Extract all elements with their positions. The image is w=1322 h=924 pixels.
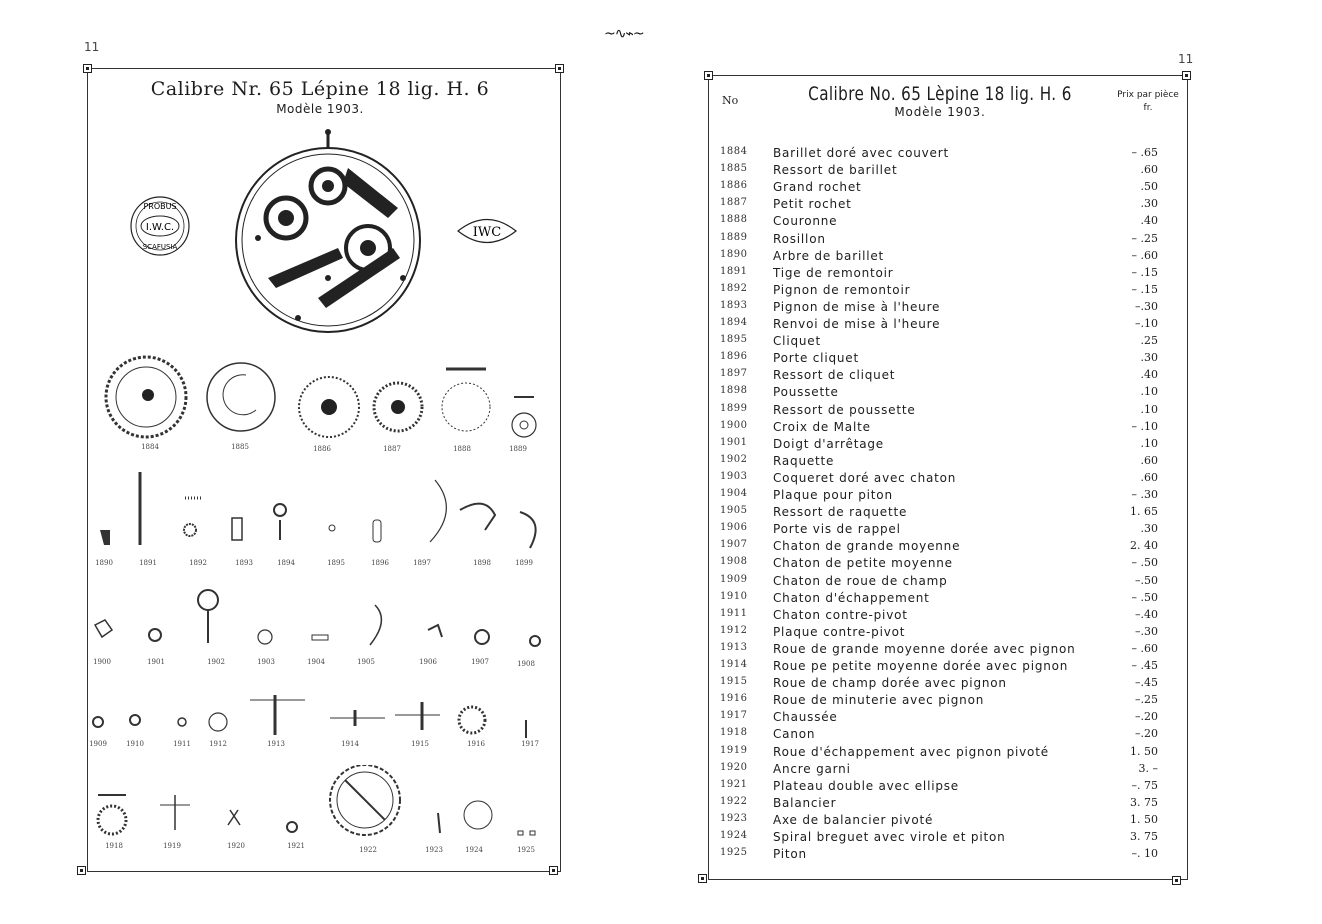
parts-row-4-illustrations xyxy=(90,690,550,745)
price-column-header xyxy=(1108,89,1188,115)
parts-table-row xyxy=(718,830,1168,847)
part-description: Grand rochet xyxy=(773,180,862,195)
part-price: – .50 xyxy=(1131,556,1158,570)
frame-corner xyxy=(1182,71,1191,80)
parts-table-row xyxy=(718,266,1168,283)
part-price: – .60 xyxy=(1131,248,1158,262)
part-label: 1918 xyxy=(105,842,123,850)
parts-table-row xyxy=(718,488,1168,505)
part-price: 3. 75 xyxy=(1130,830,1158,843)
part-price: .30 xyxy=(1140,522,1158,536)
probus-logo-top: PROBUS xyxy=(143,202,177,211)
part-price: 3. 75 xyxy=(1130,795,1158,809)
part-label: 1925 xyxy=(517,846,535,854)
iwc-logo-text: IWC xyxy=(472,225,502,240)
part-description: Renvoi de mise à l'heure xyxy=(773,317,941,331)
part-label: 1914 xyxy=(341,740,359,748)
part-price: –.20 xyxy=(1135,727,1158,741)
part-label: 1912 xyxy=(209,740,227,748)
part-price: .10 xyxy=(1140,385,1158,399)
part-number: 1905 xyxy=(720,505,748,517)
part-description: Coqueret doré avec chaton xyxy=(773,470,957,485)
parts-table-row xyxy=(718,249,1168,266)
part-description: Cliquet xyxy=(773,334,821,349)
part-price: .30 xyxy=(1140,351,1158,365)
part-number: 1917 xyxy=(720,710,748,722)
parts-table-row xyxy=(718,796,1168,813)
parts-table-row xyxy=(718,351,1168,368)
part-label: 1890 xyxy=(95,559,113,567)
price-header-line2: fr. xyxy=(1143,103,1153,113)
parts-table-row xyxy=(718,283,1168,300)
part-label: 1916 xyxy=(467,740,485,748)
part-number: 1892 xyxy=(720,282,748,294)
part-price: .50 xyxy=(1140,180,1158,194)
parts-table-row xyxy=(718,762,1168,779)
frame-corner xyxy=(549,866,558,875)
part-price: 2. 40 xyxy=(1130,539,1158,553)
frame-corner xyxy=(704,71,713,80)
part-description: Roue d'échappement avec pignon pivoté xyxy=(773,744,1049,759)
parts-table-row xyxy=(718,146,1168,163)
part-number: 1888 xyxy=(720,214,748,226)
parts-table-row xyxy=(718,591,1168,608)
part-label: 1908 xyxy=(517,660,535,668)
part-number: 1890 xyxy=(720,248,748,260)
part-price: – .60 xyxy=(1131,641,1158,655)
parts-table-row xyxy=(718,727,1168,744)
part-price: .60 xyxy=(1140,470,1158,484)
parts-table-row xyxy=(718,625,1168,642)
part-price: –.30 xyxy=(1135,624,1158,638)
part-label: 1919 xyxy=(163,842,181,850)
part-label: 1922 xyxy=(359,846,377,854)
part-label: 1923 xyxy=(425,846,443,854)
frame-corner xyxy=(83,64,92,73)
part-price: .10 xyxy=(1140,402,1158,416)
part-description: Roue pe petite moyenne dorée avec pignon xyxy=(773,659,1069,673)
part-number: 1919 xyxy=(720,744,748,756)
right-page-number: 11 xyxy=(1178,52,1194,66)
part-label: 1901 xyxy=(147,658,165,666)
part-description: Ressort de raquette xyxy=(773,505,908,520)
part-label: 1904 xyxy=(307,658,325,666)
part-number: 1920 xyxy=(720,761,748,773)
part-price: – .65 xyxy=(1131,146,1158,159)
part-number: 1913 xyxy=(720,641,748,653)
parts-table-row xyxy=(718,300,1168,317)
part-price: .30 xyxy=(1140,197,1158,211)
part-number: 1896 xyxy=(720,351,748,363)
parts-table-row xyxy=(718,454,1168,471)
part-number: 1889 xyxy=(720,231,748,243)
part-label: 1894 xyxy=(277,559,295,567)
part-description: Croix de Malte xyxy=(773,419,871,434)
parts-table-row xyxy=(718,779,1168,796)
probus-logo-bottom: SCAFUSIA xyxy=(142,243,178,251)
part-number: 1908 xyxy=(720,556,748,568)
part-description: Chaton de grande moyenne xyxy=(773,539,961,554)
part-description: Balancier xyxy=(773,795,837,810)
part-label: 1887 xyxy=(383,445,401,453)
left-page-subtitle: Modèle 1903. xyxy=(276,102,364,116)
parts-table-row xyxy=(718,232,1168,249)
parts-table-row xyxy=(718,659,1168,676)
part-description: Chaussée xyxy=(773,710,838,725)
part-number: 1914 xyxy=(720,659,748,670)
left-page-number: 11 xyxy=(84,40,100,54)
iwc-oval-logo xyxy=(456,214,518,248)
part-description: Axe de balancier pivoté xyxy=(773,812,934,827)
part-number: 1894 xyxy=(720,317,748,328)
part-number: 1887 xyxy=(720,197,748,209)
left-page-title: Calibre Nr. 65 Lépine 18 lig. H. 6 xyxy=(150,78,490,100)
part-number: 1922 xyxy=(720,795,748,807)
parts-table-row xyxy=(718,180,1168,197)
part-number: 1898 xyxy=(720,385,748,397)
part-number: 1900 xyxy=(720,419,748,431)
part-description: Chaton d'échappement xyxy=(773,590,930,605)
part-price: –. 10 xyxy=(1131,847,1158,861)
part-label: 1902 xyxy=(207,658,225,666)
part-number: 1884 xyxy=(720,146,748,157)
part-description: Roue de grande moyenne dorée avec pignon xyxy=(773,641,1076,656)
parts-table-row xyxy=(718,403,1168,420)
part-price: – .15 xyxy=(1131,265,1158,279)
part-label: 1917 xyxy=(521,740,539,748)
part-price: – .15 xyxy=(1131,282,1158,296)
part-number: 1885 xyxy=(720,163,748,175)
parts-table-row xyxy=(718,437,1168,454)
part-number: 1901 xyxy=(720,436,748,448)
part-number: 1921 xyxy=(720,778,748,790)
part-label: 1910 xyxy=(126,740,144,748)
part-description: Plaque contre-pivot xyxy=(773,624,906,639)
part-price: –. 75 xyxy=(1131,778,1158,792)
frame-corner xyxy=(1172,876,1181,885)
part-price: .25 xyxy=(1140,334,1158,348)
part-number: 1907 xyxy=(720,539,748,551)
part-price: – .25 xyxy=(1131,231,1158,245)
part-description: Chaton de roue de champ xyxy=(773,573,948,588)
part-label: 1884 xyxy=(141,443,159,451)
part-description: Petit rochet xyxy=(773,197,852,212)
part-label: 1924 xyxy=(465,846,483,854)
part-price: .40 xyxy=(1140,368,1158,382)
part-price: –.45 xyxy=(1135,676,1158,690)
part-label: 1886 xyxy=(313,445,331,453)
parts-table-row xyxy=(718,693,1168,710)
part-number: 1911 xyxy=(720,607,748,619)
part-number: 1918 xyxy=(720,727,748,739)
parts-table-row xyxy=(718,608,1168,625)
part-price: 1. 50 xyxy=(1130,744,1158,758)
part-number: 1924 xyxy=(720,830,748,841)
parts-table-row xyxy=(718,385,1168,402)
parts-table-row xyxy=(718,163,1168,180)
part-price: –.20 xyxy=(1135,710,1158,724)
part-price: 1. 65 xyxy=(1130,505,1158,519)
frame-corner xyxy=(698,874,707,883)
part-label: 1889 xyxy=(509,445,527,453)
parts-table-row xyxy=(718,197,1168,214)
part-price: – .45 xyxy=(1131,659,1158,672)
part-label: 1888 xyxy=(453,445,471,453)
part-number: 1891 xyxy=(720,265,748,277)
ink-stamp-mark: ~∿⌁~ xyxy=(604,26,644,42)
frame-corner xyxy=(77,866,86,875)
frame-corner xyxy=(555,64,564,73)
parts-table-row xyxy=(718,574,1168,591)
part-price: –.25 xyxy=(1135,693,1158,707)
part-number: 1893 xyxy=(720,299,748,311)
part-label: 1900 xyxy=(93,658,111,666)
parts-table-row xyxy=(718,539,1168,556)
part-price: –.10 xyxy=(1135,317,1158,330)
parts-table-row xyxy=(718,556,1168,573)
part-description: Doigt d'arrêtage xyxy=(773,436,884,451)
probus-iwc-logo xyxy=(128,194,192,258)
part-description: Arbre de barillet xyxy=(773,248,885,263)
calibre-movement-illustration xyxy=(228,128,428,333)
part-price: .10 xyxy=(1140,436,1158,450)
part-description: Poussette xyxy=(773,385,839,400)
part-label: 1913 xyxy=(267,740,285,748)
parts-table-row xyxy=(718,317,1168,334)
part-label: 1896 xyxy=(371,559,389,567)
part-number: 1904 xyxy=(720,488,748,499)
part-label: 1907 xyxy=(471,658,489,666)
part-label: 1915 xyxy=(411,740,429,748)
part-description: Ressort de barillet xyxy=(773,163,898,178)
parts-table-row xyxy=(718,334,1168,351)
part-price: .40 xyxy=(1140,214,1158,228)
part-description: Couronne xyxy=(773,214,838,229)
part-number: 1925 xyxy=(720,847,748,859)
part-number: 1886 xyxy=(720,180,748,192)
part-description: Tige de remontoir xyxy=(773,265,894,280)
part-number: 1902 xyxy=(720,453,748,465)
parts-table-row xyxy=(718,420,1168,437)
parts-row-1-illustrations xyxy=(96,355,546,440)
part-label: 1909 xyxy=(89,740,107,748)
part-label: 1897 xyxy=(413,559,431,567)
part-label: 1905 xyxy=(357,658,375,666)
parts-row-5-illustrations xyxy=(90,765,550,845)
part-label: 1892 xyxy=(189,559,207,567)
part-price: – .50 xyxy=(1131,590,1158,604)
parts-table-row xyxy=(718,214,1168,231)
part-description: Roue de champ dorée avec pignon xyxy=(773,676,1007,691)
part-label: 1885 xyxy=(231,443,249,451)
part-price: – .10 xyxy=(1131,419,1158,433)
parts-table-row xyxy=(718,505,1168,522)
part-number: 1923 xyxy=(720,812,748,824)
parts-row-3-illustrations xyxy=(90,585,550,655)
part-label: 1899 xyxy=(515,559,533,567)
parts-row-2-illustrations xyxy=(90,470,550,555)
part-label: 1895 xyxy=(327,559,345,567)
part-description: Piton xyxy=(773,847,807,862)
part-label: 1911 xyxy=(173,740,191,748)
parts-table-row xyxy=(718,676,1168,693)
part-number: 1912 xyxy=(720,624,748,636)
part-description: Rosillon xyxy=(773,231,826,246)
part-label: 1891 xyxy=(139,559,157,567)
part-number: 1895 xyxy=(720,334,748,346)
part-price: .60 xyxy=(1140,453,1158,467)
part-price: –.40 xyxy=(1135,607,1158,621)
part-label: 1898 xyxy=(473,559,491,567)
part-description: Pignon de mise à l'heure xyxy=(773,299,941,314)
part-description: Canon xyxy=(773,727,816,742)
parts-table-row xyxy=(718,745,1168,762)
part-price: 1. 50 xyxy=(1130,812,1158,826)
part-price: 3. – xyxy=(1138,761,1158,775)
parts-table-row xyxy=(718,522,1168,539)
part-description: Barillet doré avec couvert xyxy=(773,146,949,160)
part-description: Raquette xyxy=(773,453,835,468)
part-price: –.30 xyxy=(1135,299,1158,313)
part-number: 1915 xyxy=(720,676,748,688)
part-description: Ressort de cliquet xyxy=(773,368,896,383)
parts-table-row xyxy=(718,368,1168,385)
part-number: 1906 xyxy=(720,522,748,534)
part-label: 1920 xyxy=(227,842,245,850)
part-number: 1910 xyxy=(720,590,748,602)
part-price: – .30 xyxy=(1131,488,1158,501)
part-description: Roue de minuterie avec pignon xyxy=(773,693,985,708)
part-description: Ancre garni xyxy=(773,761,851,776)
part-price: .60 xyxy=(1140,163,1158,177)
part-number: 1899 xyxy=(720,402,748,414)
part-description: Spiral breguet avec virole et piton xyxy=(773,830,1006,844)
price-header-line1: Prix par pièce xyxy=(1117,90,1179,100)
number-column-header: No xyxy=(722,94,739,107)
part-number: 1909 xyxy=(720,573,748,585)
part-label: 1906 xyxy=(419,658,437,666)
part-number: 1903 xyxy=(720,470,748,482)
part-description: Porte vis de rappel xyxy=(773,522,901,537)
probus-logo-middle: I.W.C. xyxy=(145,222,175,233)
parts-table-row xyxy=(718,710,1168,727)
part-description: Plateau double avec ellipse xyxy=(773,778,959,793)
parts-table-row xyxy=(718,642,1168,659)
part-label: 1893 xyxy=(235,559,253,567)
part-description: Ressort de poussette xyxy=(773,402,916,417)
part-label: 1903 xyxy=(257,658,275,666)
part-price: –.50 xyxy=(1135,573,1158,587)
part-description: Chaton contre-pivot xyxy=(773,607,908,622)
part-description: Porte cliquet xyxy=(773,351,859,366)
part-number: 1897 xyxy=(720,368,748,380)
part-description: Plaque pour piton xyxy=(773,488,893,502)
parts-table-row xyxy=(718,471,1168,488)
right-page-subtitle: Modèle 1903. xyxy=(894,105,986,119)
part-description: Chaton de petite moyenne xyxy=(773,556,953,571)
parts-table-row xyxy=(718,813,1168,830)
part-description: Pignon de remontoir xyxy=(773,282,911,297)
part-label: 1921 xyxy=(287,842,305,850)
part-number: 1916 xyxy=(720,693,748,705)
right-page-title: Calibre No. 65 Lèpine 18 lig. H. 6 xyxy=(808,83,1072,105)
parts-table-row xyxy=(718,847,1168,864)
